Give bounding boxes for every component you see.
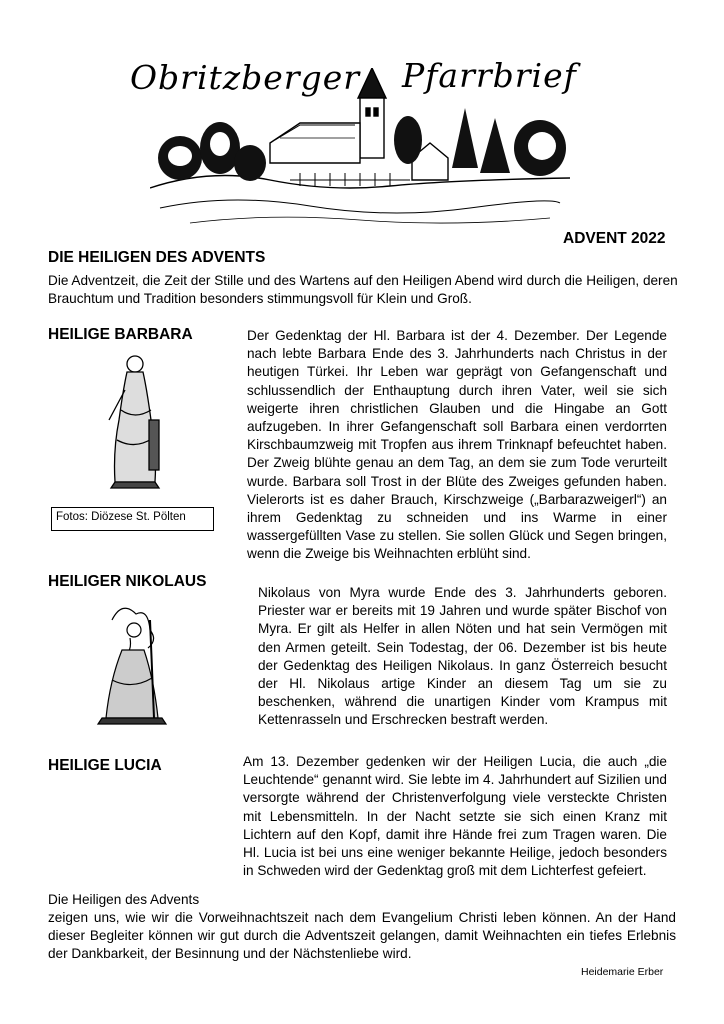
author-signature: Heidemarie Erber bbox=[581, 966, 664, 978]
photo-credit-caption: Fotos: Diözese St. Pölten bbox=[51, 507, 214, 531]
masthead-title-left: Obritzberger bbox=[130, 58, 361, 97]
issue-label: ADVENT 2022 bbox=[563, 230, 666, 247]
masthead-title-right: Pfarrbrief bbox=[402, 56, 577, 95]
barbara-heading: HEILIGE BARBARA bbox=[48, 326, 193, 343]
intro-text: Die Adventzeit, die Zeit der Stille und des Wartens auf den Heiligen Abend wird durch die Heiligen, deren Brauchtum und Tradition besonders stimmungsvoll für Klein und Groß. bbox=[48, 273, 678, 307]
nikolaus-text: Nikolaus von Myra wurde Ende des 3. Jahrhunderts geboren. Priester war er bereits mit 19 Jahren und wurde später Bischof von Myra. Er gilt als Helfer in allen Nöten und hat sein Vermögen mit den Armen geteilt. Sein Todestag, der 06. Dezember ist bis heute der Gedenktag des Heiligen Nikolaus. In ganz Österreich besucht der Hl. Nikolaus artige Kinder an diesem Tag um sie zu beschenken, während die unartigen Kinder vom Krampus mit Kettenrasseln und Erschrecken bestraft werden. bbox=[258, 585, 667, 728]
lucia-text: Am 13. Dezember gedenken wir der Heiligen Lucia, die auch „die Leuchtende“ genannt wird. Sie lebte im 4. Jahrhundert auf Sizilien und versorgte während der Christenverfolgung viele versteckte Christen mit Lebensmitteln. In der Nacht setzte sie sich einen Kranz mit Lichtern auf den Kopf, damit ihre Hände frei zum Tragen waren. Die Hl. Lucia ist bei uns eine weniger bekannte Heilige, jedoch besonders in Schweden wird der Gedenktag groß mit dem Lichterfest gefeiert. bbox=[243, 754, 667, 879]
intro-heading: DIE HEILIGEN DES ADVENTS bbox=[48, 249, 266, 266]
nikolaus-heading: HEILIGER NIKOLAUS bbox=[48, 573, 207, 590]
barbara-illustration bbox=[95, 350, 175, 490]
nikolaus-illustration bbox=[92, 600, 172, 725]
village-illustration bbox=[150, 68, 570, 228]
closing-line1: Die Heiligen des Advents bbox=[48, 892, 200, 907]
closing-text: zeigen uns, wie wir die Vorweihnachtszeit nach dem Evangelium Christi leben können. An der Hand dieser Begleiter können wir gut durch die Adventszeit gelangen, damit Weihnachten ein tiefes Erlebnis der Dankbarkeit, der Besinnung und der Nächstenliebe wird. bbox=[48, 910, 676, 962]
barbara-text: Der Gedenktag der Hl. Barbara ist der 4. Dezember. Der Legende nach lebte Barbara Ende des 3. Jahrhunderts nach Christus in der heutigen Türkei. Ihr Leben war geprägt von Gefangenschaft und schlussendlich der Enthauptung durch ihren Vater, weil sie sich weigerte ihren christlichen Glauben und die Hingabe an Gott aufzugeben. In ihrer Gefangenschaft soll Barbara einen verdorrten Kirschbaumzweig mit Tropfen aus ihrem Trinknapf befeuchtet haben. Der Zweig blühte genau an dem Tag, an dem sie zum Tode verurteilt wurde. Barbara soll Trost in der Blüte des Zweiges gefunden haben. Vielerorts ist es daher Brauch, Kirschzweige („Barbarazweigerl“) an ihrem Gedenktag zu schneiden und ins Warme in einer wassergefüllten Vase zu stellen. Sie sollen Glück und Segen bringen, wenn die Zweige bis Weihnachten erblüht sind. bbox=[247, 328, 667, 562]
lucia-heading: HEILIGE LUCIA bbox=[48, 757, 162, 774]
